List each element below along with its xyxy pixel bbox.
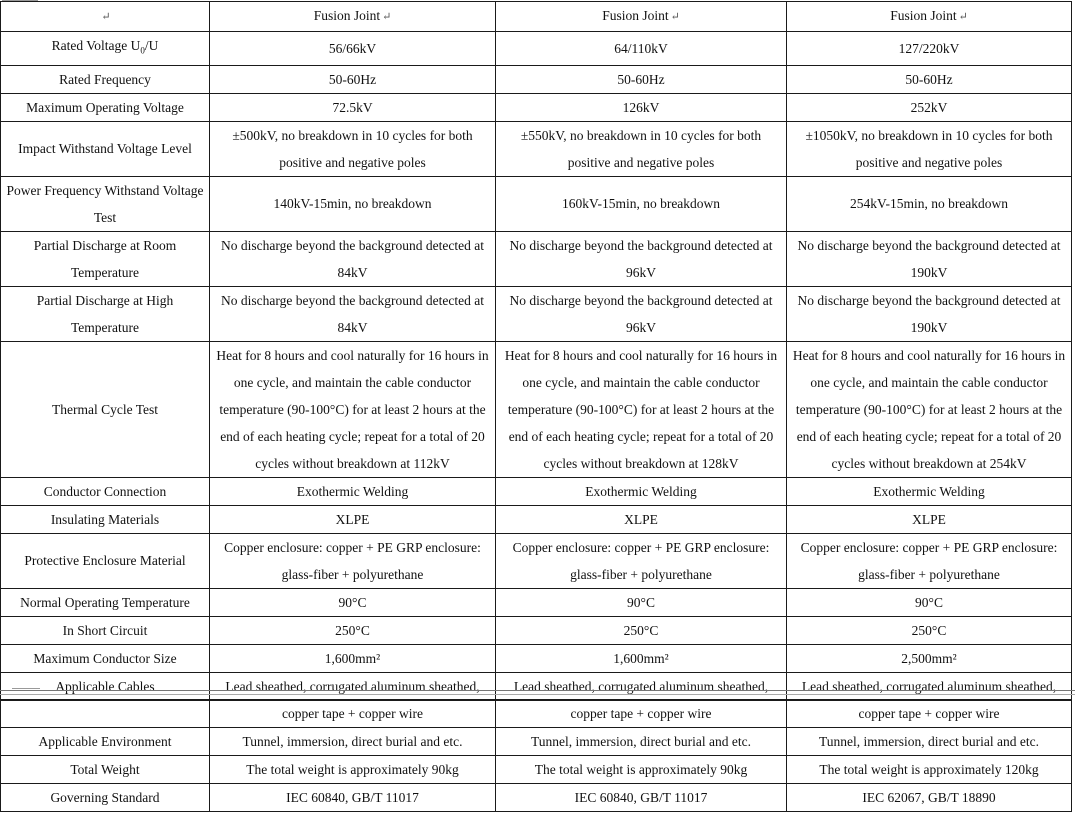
table-cell: Tunnel, immersion, direct burial and etc. (210, 728, 496, 756)
table-row (1, 505, 1072, 533)
table-row (1, 644, 1072, 672)
table-cell: ±550kV, no breakdown in 10 cycles for both positive and negative poles (496, 121, 787, 176)
row-label: Partial Discharge at High Temperature (1, 286, 210, 341)
page-break-line (0, 690, 1075, 691)
header-cell: Fusion Joint ↵ (210, 2, 496, 32)
table-cell: Tunnel, immersion, direct burial and etc. (787, 728, 1072, 756)
table-cell: 140kV-15min, no breakdown (210, 176, 496, 231)
paragraph-mark-icon: ↵ (670, 11, 680, 23)
table-cell: 90°C (787, 588, 1072, 616)
table-row (1, 728, 1072, 756)
row-label: Thermal Cycle Test (1, 341, 210, 477)
table-cell: copper tape + copper wire (210, 700, 496, 728)
row-label: Applicable Cables (1, 672, 210, 700)
table-cell: 1,600mm² (496, 644, 787, 672)
table-row (1, 672, 1072, 700)
table-cell: Copper enclosure: copper + PE GRP enclosure: glass-fiber + polyurethane (787, 533, 1072, 588)
table-cell: Heat for 8 hours and cool naturally for 16 hours in one cycle, and maintain the cable conductor temperature (90-100°C) for at least 2 hours at the end of each heating cycle; repeat for a total of 20 cycles without breakdown at 112kV (210, 341, 496, 477)
paragraph-mark-icon: ↵ (958, 11, 968, 23)
row-label: Rated Frequency (1, 65, 210, 93)
row-label: Conductor Connection (1, 477, 210, 505)
row-label (1, 700, 210, 728)
table-row (1, 341, 1072, 477)
paragraph-mark-icon: ↵ (101, 11, 111, 23)
table-cell: Exothermic Welding (496, 477, 787, 505)
table-cell: 90°C (496, 588, 787, 616)
table-cell: Exothermic Welding (787, 477, 1072, 505)
table-row (1, 231, 1072, 286)
table-row (1, 700, 1072, 728)
table-cell: The total weight is approximately 90kg (210, 756, 496, 784)
table-cell: 252kV (787, 93, 1072, 121)
table-row (1, 93, 1072, 121)
row-label: Protective Enclosure Material (1, 533, 210, 588)
table-cell: 50-60Hz (210, 65, 496, 93)
table-row (1, 121, 1072, 176)
table-cell: 72.5kV (210, 93, 496, 121)
table-cell: 254kV-15min, no breakdown (787, 176, 1072, 231)
table-row (1, 588, 1072, 616)
table-row (1, 533, 1072, 588)
table-cell: 64/110kV (496, 32, 787, 66)
table-header-row (1, 2, 1072, 32)
table-cell: 160kV-15min, no breakdown (496, 176, 787, 231)
table-row (1, 756, 1072, 784)
row-label: Applicable Environment (1, 728, 210, 756)
table-cell: The total weight is approximately 90kg (496, 756, 787, 784)
table-cell: XLPE (787, 505, 1072, 533)
header-cell-empty (1, 2, 210, 32)
table-cell: 126kV (496, 93, 787, 121)
table-cell: 50-60Hz (496, 65, 787, 93)
table-cell: Heat for 8 hours and cool naturally for 16 hours in one cycle, and maintain the cable conductor temperature (90-100°C) for at least 2 hours at the end of each heating cycle; repeat for a total of 20 cycles without breakdown at 254kV (787, 341, 1072, 477)
header-cell: Fusion Joint ↵ (787, 2, 1072, 32)
table-cell: Lead sheathed, corrugated aluminum sheathed, (210, 672, 496, 700)
table-row (1, 32, 1072, 66)
row-label: Impact Withstand Voltage Level (1, 121, 210, 176)
table-cell: No discharge beyond the background detected at 96kV (496, 231, 787, 286)
table-cell: 250°C (496, 616, 787, 644)
table-cell: Lead sheathed, corrugated aluminum sheathed, (787, 672, 1072, 700)
table-row (1, 784, 1072, 812)
table-cell: XLPE (210, 505, 496, 533)
table-cell: Heat for 8 hours and cool naturally for 16 hours in one cycle, and maintain the cable conductor temperature (90-100°C) for at least 2 hours at the end of each heating cycle; repeat for a total of 20 cycles without breakdown at 128kV (496, 341, 787, 477)
row-label: Total Weight (1, 756, 210, 784)
table-cell: No discharge beyond the background detected at 84kV (210, 286, 496, 341)
table-cell: 250°C (787, 616, 1072, 644)
table-cell: Lead sheathed, corrugated aluminum sheathed, (496, 672, 787, 700)
spec-table-top (0, 1, 1072, 701)
row-label: Rated Voltage $U_0/U$ (1, 32, 210, 66)
page-break-line (0, 694, 1075, 695)
table-cell: 250°C (210, 616, 496, 644)
row-label: Normal Operating Temperature (1, 588, 210, 616)
table-cell: The total weight is approximately 120kg (787, 756, 1072, 784)
table-cell: IEC 60840, GB/T 11017 (496, 784, 787, 812)
table-cell: Tunnel, immersion, direct burial and etc. (496, 728, 787, 756)
table-cell: 90°C (210, 588, 496, 616)
table-cell: Copper enclosure: copper + PE GRP enclosure: glass-fiber + polyurethane (210, 533, 496, 588)
table-cell: Copper enclosure: copper + PE GRP enclosure: glass-fiber + polyurethane (496, 533, 787, 588)
table-cell: ±1050kV, no breakdown in 10 cycles for both positive and negative poles (787, 121, 1072, 176)
table-cell: 2,500mm² (787, 644, 1072, 672)
page-corner-mark (12, 688, 40, 689)
header-cell: Fusion Joint ↵ (496, 2, 787, 32)
spec-table-bottom (0, 699, 1072, 812)
table-row (1, 176, 1072, 231)
table-cell: IEC 60840, GB/T 11017 (210, 784, 496, 812)
table-cell: 1,600mm² (210, 644, 496, 672)
table-cell: 50-60Hz (787, 65, 1072, 93)
row-label: Maximum Operating Voltage (1, 93, 210, 121)
table-cell: Exothermic Welding (210, 477, 496, 505)
row-label: Insulating Materials (1, 505, 210, 533)
table-row (1, 477, 1072, 505)
row-label: In Short Circuit (1, 616, 210, 644)
table-cell: IEC 62067, GB/T 18890 (787, 784, 1072, 812)
table-row (1, 616, 1072, 644)
row-label: Power Frequency Withstand Voltage Test (1, 176, 210, 231)
table-cell: ±500kV, no breakdown in 10 cycles for both positive and negative poles (210, 121, 496, 176)
row-label: Maximum Conductor Size (1, 644, 210, 672)
table-row (1, 286, 1072, 341)
table-row (1, 65, 1072, 93)
table-cell: 56/66kV (210, 32, 496, 66)
row-label: Governing Standard (1, 784, 210, 812)
table-cell: copper tape + copper wire (787, 700, 1072, 728)
row-label: Partial Discharge at Room Temperature (1, 231, 210, 286)
table-cell: 127/220kV (787, 32, 1072, 66)
table-cell: No discharge beyond the background detected at 84kV (210, 231, 496, 286)
table-cell: No discharge beyond the background detected at 190kV (787, 286, 1072, 341)
table-cell: copper tape + copper wire (496, 700, 787, 728)
paragraph-mark-icon: ↵ (382, 11, 392, 23)
table-cell: XLPE (496, 505, 787, 533)
table-cell: No discharge beyond the background detected at 96kV (496, 286, 787, 341)
table-cell: No discharge beyond the background detected at 190kV (787, 231, 1072, 286)
